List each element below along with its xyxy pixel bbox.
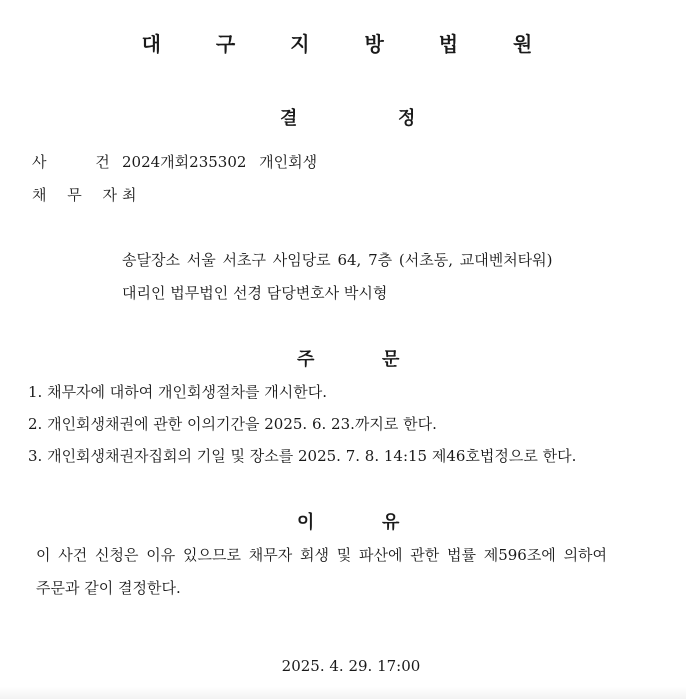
- decision-heading-right: 정: [398, 108, 416, 129]
- debtor-name: 최: [122, 186, 137, 204]
- order-heading-right: 문: [382, 349, 400, 370]
- order-item-3: 3. 개인회생채권자집회의 기일 및 장소를 2025. 7. 8. 14:15 제46호법정으로 한다.: [28, 447, 577, 465]
- order-item-1: 1. 채무자에 대하여 개인회생절차를 개시한다.: [28, 383, 327, 401]
- case-label: 사 건: [32, 153, 132, 171]
- reason-line-2: 주문과 같이 결정한다.: [36, 579, 181, 597]
- reason-line-1: 이 사건 신청은 이유 있으므로 채무자 회생 및 파산에 관한 법률 제596조에 의하여: [36, 546, 608, 564]
- order-item-2: 2. 개인회생채권에 관한 이의기간을 2025. 6. 23.까지로 한다.: [28, 415, 437, 433]
- reason-heading-left: 이: [297, 512, 315, 533]
- debtor-label: 채 무 자: [32, 186, 126, 204]
- reason-heading-right: 유: [382, 512, 400, 533]
- court-name: 대 구 지 방 법 원: [141, 32, 557, 56]
- decision-heading-left: 결: [280, 108, 298, 129]
- bottom-shadow: [0, 687, 686, 699]
- legal-agent: 대리인 법무법인 선경 담당변호사 박시형: [122, 284, 388, 302]
- case-number: 2024개회235302 개인회생: [122, 153, 318, 171]
- service-address: 송달장소 서울 서초구 사임당로 64, 7층 (서초동, 교대벤처타워): [122, 251, 553, 269]
- decision-date: 2025. 4. 29. 17:00: [281, 657, 421, 675]
- order-heading-left: 주: [297, 349, 315, 370]
